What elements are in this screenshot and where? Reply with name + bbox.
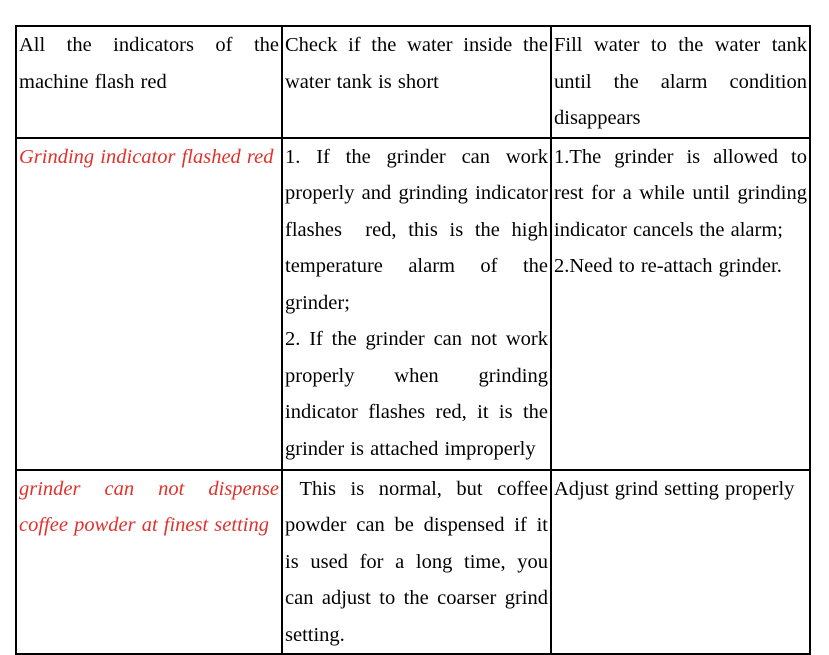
solution-cell xyxy=(551,26,814,138)
problem-text: Grinding indicator flashed red xyxy=(19,145,274,168)
table-row xyxy=(16,470,810,655)
problem-text: All the indicators of the machine flash red xyxy=(19,34,286,93)
cause-cell xyxy=(282,138,551,470)
solution-text: Adjust grind setting properly xyxy=(554,477,795,500)
cause-cell xyxy=(282,26,555,138)
problem-cell xyxy=(16,138,282,470)
problem-cell xyxy=(16,26,286,138)
solution-cell xyxy=(551,138,810,470)
table-row xyxy=(16,138,810,470)
solution-cell xyxy=(551,470,810,655)
cause-cell xyxy=(282,470,555,655)
solution-text: 1.The grinder is allowed to rest for a while until grinding indicator cancels the alarm; 2.Need to re-attach grinder. xyxy=(554,145,807,277)
problem-text: grinder can not dispense coffee powder at finest setting xyxy=(19,477,286,536)
cause-text: Check if the water inside the water tank is short xyxy=(285,34,555,93)
cause-text: This is normal, but coffee powder can be dispensed if it is used for a long time, you can adjust to the coarser grind setting. xyxy=(285,477,555,646)
troubleshooting-table xyxy=(15,25,814,655)
problem-cell xyxy=(16,470,286,655)
cause-text: 1. If the grinder can work properly and grinding indicator flashes red, this is the high temperature alarm of the grinder; 2. If the grinder can not work properly when grinding indicator flashes red, it is the grinder is attached improperly xyxy=(285,145,548,460)
table-row xyxy=(16,26,810,138)
solution-text: Fill water to the water tank until the alarm condition disappears xyxy=(554,34,814,129)
